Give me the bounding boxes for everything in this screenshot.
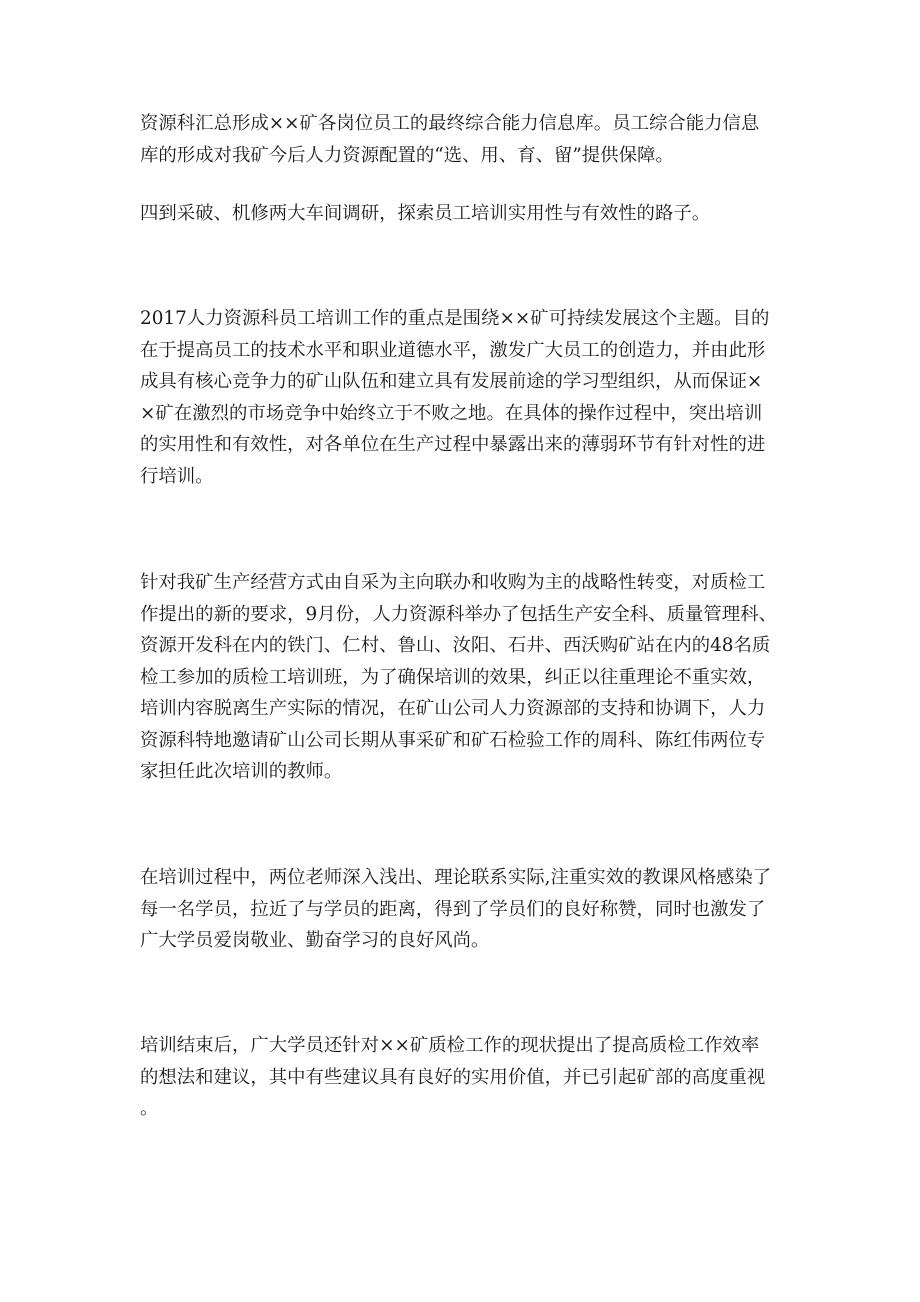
paragraph-6: 培训结束后，广大学员还针对××矿质检工作的现状提出了提高质检工作效率 的想法和建议，其中有些建议具有良好的实用价值，并已引起矿部的高度重视 。: [140, 1035, 766, 1119]
paragraph-3: 2017人力资源科员工培训工作的重点是围绕××矿可持续发展这个主题。目的 在于提高员工的技术水平和职业道德水平，激发广大员工的创造力，并由此形 成具有核心竞争力的矿山队伍和建立具有发展前途的学习型组织，从而保证× ×矿在激烈的市场竞争中始终立于不败之地。在具体的操作过程中，突出培训 的实用性和有效性，对各单位在生产过程中暴露出来的薄弱环节有针对性的进 行培训。: [140, 308, 770, 487]
paragraph-4: 针对我矿生产经营方式由自采为主向联办和收购为主的战略性转变，对质检工 作提出的新的要求，9月份，人力资源科举办了包括生产安全科、质量管理科、 资源开发科在内的铁门、仁村、鲁山、汝阳、石井、西沃购矿站在内的48名质 检工参加的质检工培训班，为了确保培训的效果，纠正以往重理论不重实效， 培训内容脱离生产实际的情况，在矿山公司人力资源部的支持和协调下，人力 资源科特地邀请矿山公司长期从事采矿和矿石检验工作的周科、陈红伟两位专 家担任此次培训的教师。: [140, 572, 777, 782]
paragraph-1: 资源科汇总形成××矿各岗位员工的最终综合能力信息库。员工综合能力信息 库的形成对我矿今后人力资源配置的“选、用、育、留”提供保障。: [140, 113, 760, 166]
paragraph-5: 在培训过程中，两位老师深入浅出、理论联系实际,注重实效的教课风格感染了 每一名学员，拉近了与学员的距离，得到了学员们的良好称赞，同时也激发了 广大学员爱岗敬业、勤奋学习的良好风尚。: [140, 867, 772, 951]
paragraph-2: 四到采破、机修两大车间调研，探索员工培训实用性与有效性的路子。: [140, 203, 711, 224]
